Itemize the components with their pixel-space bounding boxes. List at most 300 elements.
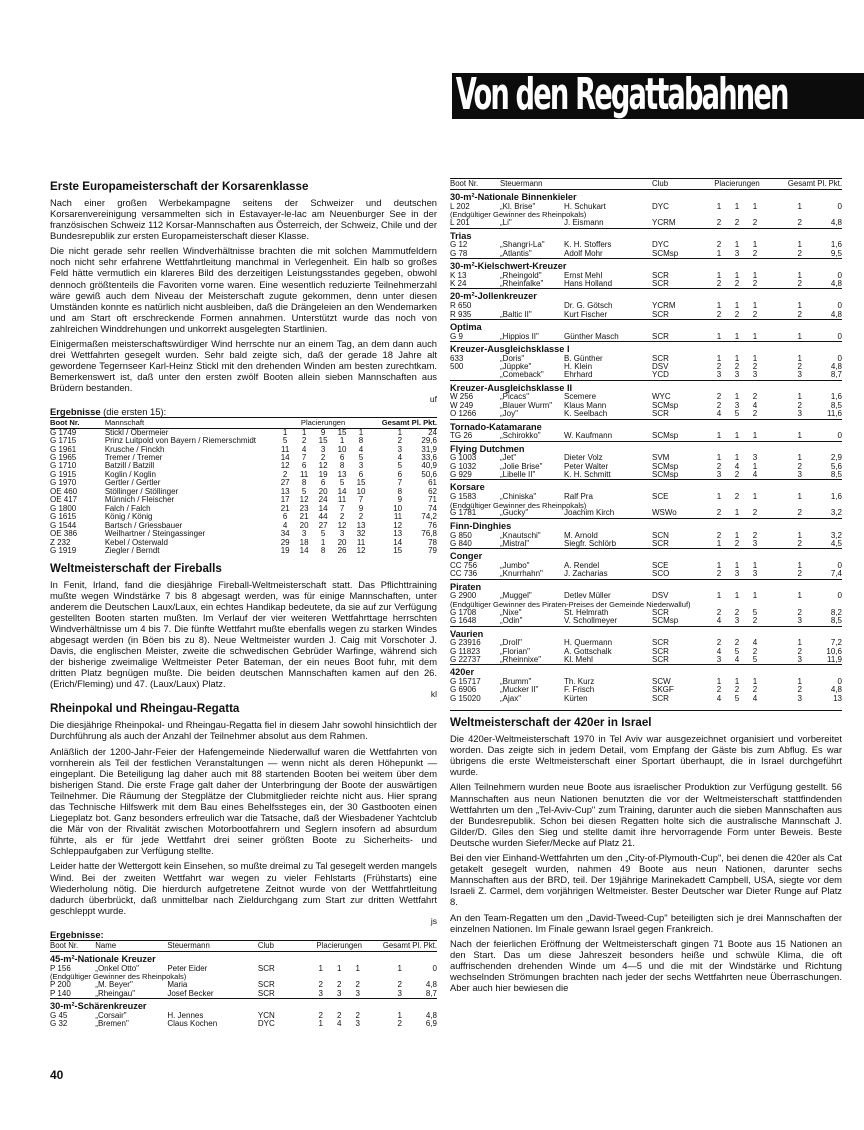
table-row (450, 509, 842, 518)
total-place: 15 (393, 546, 403, 556)
col-header-steuermann: Steuermann (167, 941, 258, 952)
placing: 6 (282, 512, 288, 522)
club: SCR (652, 279, 669, 289)
total-points: 4,8 (425, 1010, 437, 1020)
table-row (450, 280, 842, 289)
placing: 3 (320, 444, 326, 454)
placing: 5 (358, 452, 364, 462)
total-points: 0 (837, 677, 842, 687)
total-place: 1 (797, 270, 802, 280)
placing: 1 (734, 331, 740, 341)
placing: 1 (716, 270, 722, 280)
placing: 2 (716, 607, 722, 617)
helmsman: Kl. Mehl (564, 654, 593, 664)
total-points: 0 (837, 331, 842, 341)
placing: 4 (716, 646, 722, 656)
total-place: 1 (797, 492, 802, 502)
placing: 4 (716, 409, 722, 419)
helmsman: Klaus Mann (564, 400, 607, 410)
total-place: 3 (397, 444, 403, 454)
class-heading-row (450, 190, 842, 203)
crew-name: Tremer / Tremer (104, 452, 163, 462)
placing: 7 (358, 495, 364, 505)
total-points: 7,2 (830, 638, 842, 648)
boat-number: G 15717 (450, 677, 481, 687)
total-points: 7,4 (830, 569, 842, 579)
placing: 1 (282, 427, 288, 437)
class-heading: 30-m²-Nationale Binnenkieler (450, 192, 577, 203)
boat-number: G 1749 (50, 427, 77, 437)
boat-name: „Gucky" (500, 508, 529, 518)
article-paragraph: Anläßlich der 1200-Jahr-Feier der Hafengemeinde Niederwalluf waren die Wettfahrten von vornherein als Teil der festlichen Veranstaltungen — wenn nicht als deren Höhepunkt — eingeplant. Die Beteiligung lag daher auch mit 88 startenden Booten bei weitem über dem bisherigen Stand. Die erste Frage galt daher der Unterbringung der Boote der auswärtigen Teilnehmer. Die Räumung der Stegplätze der Clubmitglieder reichte nicht aus. Hier sprang das Technische Hilfswerk mit dem Bau eines Behelfssteges ein, der 30 Gastbooten einen Liegeplatz bot. Ganz besonders erfreulich war die Tatsache, daß der Wiesbadener Yachtclub die Mär von der Rivalität zwischen Motorbootfahrern und Seglern insofern ad absurdum führte, als er für jede Wettfahrt drei seiner größten Boote zu Sicherheits- und Schleppaufgaben zur Verfügung stellte. (50, 745, 437, 857)
crew-name: Prinz Luitpold von Bayern / Riemerschmidt (104, 436, 257, 446)
placing: 1 (339, 436, 345, 446)
placing: 15 (318, 436, 328, 446)
boat-name: „Doris" (500, 353, 525, 363)
boat-name: „Picacs" (500, 392, 530, 402)
placing: 2 (336, 1010, 342, 1020)
article-paragraph: An den Team-Regatten um den „David-Tweed-Cup" beteiligten sich je drei Mannschaften der einzelnen Nationen. Im Finale gewann Israel gegen Frankreich. (450, 911, 842, 934)
placing: 5 (734, 693, 740, 703)
club: SCR (652, 353, 669, 363)
placing: 2 (716, 530, 722, 540)
total-points: 1,6 (830, 392, 842, 402)
total-place: 7 (397, 478, 403, 488)
helmsman: H. Klein (564, 361, 593, 371)
placing: 1 (752, 240, 758, 250)
boat-name: „Schirokko" (500, 431, 541, 441)
club: SCR (257, 980, 275, 990)
total-points: 76 (428, 520, 437, 530)
total-place: 6 (397, 469, 403, 479)
placing: 1 (734, 270, 740, 280)
placing: 12 (356, 546, 366, 556)
placing: 1 (752, 301, 758, 311)
placing: 1 (716, 353, 722, 363)
total-place: 2 (797, 218, 802, 228)
total-points: 78 (428, 537, 437, 547)
placing: 3 (716, 654, 722, 664)
crew-name: Weilhartner / Steingassinger (104, 529, 206, 539)
helmsman: Hans Holland (564, 279, 613, 289)
placing: 34 (280, 529, 290, 539)
total-points: 5,6 (830, 461, 842, 471)
placing: 2 (752, 309, 758, 319)
club: SCR (652, 607, 669, 617)
placing: 4 (301, 444, 307, 454)
article-paragraph: Bei den vier Einhand-Wettfahrten um den „City-of-Plymouth-Cup", bei denen die 420er als Cat getakelt gesegelt wurden, nahmen 49 Boote aus neun Nationen, darunter sechs Mannschaften aus der BRD, teil. Der 19jährige Marinekadett Campbell, USA, siegte vor dem Israeli Z. Carmel, dem vorjährigen Weltmeister. Bester Deutscher war Dieter Runge auf Platz 8. (450, 852, 842, 908)
table-row (450, 311, 842, 320)
placing: 2 (716, 400, 722, 410)
total-place: 5 (397, 461, 403, 471)
total-place: 2 (797, 646, 802, 656)
placing: 1 (752, 201, 758, 211)
club: SCMsp (652, 248, 679, 258)
col-header-placierungen: Placierungen (710, 179, 764, 190)
boat-name: „Shangri-La" (500, 240, 545, 250)
boat-number: G 1965 (50, 452, 77, 462)
placing: 1 (752, 353, 758, 363)
placing: 18 (299, 537, 309, 547)
total-points: 1,6 (830, 240, 842, 250)
class-heading: 45-m²-Nationale Kreuzer (50, 954, 156, 965)
placing: 1 (355, 963, 360, 973)
placing: 11 (356, 537, 366, 547)
class-heading: Kreuzer-Ausgleichsklasse I (450, 341, 842, 354)
col-header-mannschaft: Mannschaft (105, 417, 276, 428)
total-points: 40,9 (421, 461, 437, 471)
placing: 1 (752, 461, 758, 471)
boat-name: „Joy" (500, 409, 518, 419)
class-heading-row (50, 999, 437, 1012)
boat-number: G 1708 (450, 607, 477, 617)
col-header-boot: Boot Nr. (450, 179, 500, 190)
placing: 3 (301, 529, 307, 539)
crew-name: König / König (104, 512, 153, 522)
boat-number: G 1961 (50, 444, 77, 454)
placing: 24 (318, 495, 328, 505)
boat-number: 500 (450, 361, 464, 371)
club: SCR (652, 309, 669, 319)
helmsman: Kürten (564, 693, 588, 703)
placing: 1 (734, 508, 740, 518)
total-points: 6,9 (425, 1019, 437, 1029)
boat-number: W 256 (450, 392, 474, 402)
placing: 8 (320, 546, 326, 556)
placing: 2 (752, 530, 758, 540)
boat-number: OE 386 (50, 529, 78, 539)
article-paragraph: Einigermaßen meisterschaftswürdiger Wind herrschte nur an einem Tag, an dem dann auch drei Wettfahrten gesegelt wurden. Sehr bald zeigte sich, daß der gerade 18 Jahre alt gewordene Tegernseer Karl-Heinz Stickl mit den drehenden Winden am besten zurechtkam. Bemerkenswert ist, daß unter den ersten zwölf Booten allein sieben Mannschaften aus Brüdern bestanden. (50, 338, 437, 394)
article-paragraph: In Fenit, Irland, fand die diesjährige Fireball-Weltmeisterschaft statt. Das Pflichttraining mußte wegen Windstärke 7 bis 8 abgesagt werden, was für einige Mannschaften, unter anderem die Deutschen Laux/Laux, ein echtes Handikap bedeutete, da sie auf zur Verfügung gestellten Booten starten mußten. Im Verlauf der vier weiteren Wettfahrttage herrschten Windverhältnisse um 4 bis 7. Die fünfte Wettfahrt mußte ebenfalls wegen zu starken Windes abgesagt werden (in Böen bis zu 8). Neue Weltmeister wurden J. Caig mit Vorschoter J. Davis, die englischen Meister, zweite die schwedischen Gebrüder Warfinge, während sich der bisherige zweimalige Weltmeister Peter Bateman, der ein neues Boot fuhr, mit dem dritten Platz begnügen mußte. Die beiden deutschen Mannschaften kamen auf den 26. (Erich/Fleming) und 47. (Laux/Laux) Platz. (50, 578, 437, 690)
masthead (452, 73, 864, 119)
boat-number: G 1710 (50, 461, 77, 471)
crew-name: Gertler / Gertler (104, 478, 161, 488)
class-heading: Flying Dutchmen (450, 441, 842, 454)
total-points: 61 (428, 478, 437, 488)
placing: 5 (734, 409, 740, 419)
placing: 15 (356, 478, 366, 488)
placing: 2 (752, 218, 758, 228)
col-header-placierungen: Placierungen (311, 941, 367, 952)
total-points: 3,2 (830, 530, 842, 540)
article-paragraph: Nach der feierlichen Eröffnung der Weltmeisterschaft gingen 71 Boote aus 15 Nationen an den Start. Das um diese Jahreszeit besonders heiße und schwüle Klima, die oft auffrischenden drehenden Winde um 4—5 und die mit der Windstärke und Richtung wechselnden Strömungen brachten nach jeder der sechs Wettfahrten neue Überraschungen. Aber auch hier bewiesen die (450, 937, 842, 994)
total-points: 8,7 (830, 370, 842, 380)
total-place: 1 (797, 431, 802, 441)
boat-number: G 1648 (450, 616, 477, 626)
placing: 1 (716, 431, 722, 441)
total-points: 8,7 (425, 988, 437, 998)
author-signature: kl (430, 689, 437, 700)
placing: 4 (752, 638, 758, 648)
helmsman: H. Jennes (167, 1010, 204, 1020)
boat-name: „Rheinnixe" (500, 654, 542, 664)
placing: 2 (716, 569, 722, 579)
total-points: 0 (837, 270, 842, 280)
placing: 2 (734, 218, 740, 228)
placing: 2 (752, 646, 758, 656)
class-heading: Vaurien (450, 626, 842, 639)
masthead-title: Von den Regattabahnen (455, 73, 788, 119)
helmsman: B. Günther (564, 353, 603, 363)
article-paragraph: Die nicht gerade sehr reellen Windverhältnisse brachten die mit solchen Mammutfeldern noch nicht sehr erfahrene Wettfahrtleitung manchmal in Verlegenheit. Ein halb so großes Feld hätte vermutlich ein klareres Bild des derzeitigen Leistungsstandes gegeben, obwohl dennoch größtenteils die Favoriten vorne waren. Eine wesentlich reduzierte Teilnehmerzahl wäre gewiß auch dem Niveau der Meisterschaft zugute gekommen, denn unter diesen Umständen konnte es natürlich nicht ausbleiben, daß die Drängeleien an den Wendemarken und am Start oft erschreckende Formen annahmen. Unterstützt wurde das noch von zahlreichen Winddrehungen und unkorrekt ausgelegten Startlinien. (50, 245, 437, 334)
boat-name: „Libelle II" (500, 470, 536, 480)
table-row (450, 432, 842, 441)
club: SCMsp (652, 461, 679, 471)
table-row (450, 617, 842, 626)
total-points: 71 (428, 495, 437, 505)
placing: 15 (337, 427, 347, 437)
boat-number: G 1615 (50, 512, 77, 522)
placing: 1 (318, 1019, 323, 1029)
boat-number: OE 460 (50, 486, 78, 496)
total-points: 0 (837, 560, 842, 570)
placing: 14 (299, 546, 309, 556)
total-place: 2 (797, 248, 802, 258)
article-rheinpokal (50, 702, 437, 1028)
total-place: 13 (393, 529, 403, 539)
placing: 2 (752, 685, 758, 695)
club: SCN (652, 530, 669, 540)
club: YCD (652, 370, 669, 380)
total-place: 2 (797, 279, 802, 289)
placing: 4 (752, 470, 758, 480)
article-paragraph: Die 420er-Weltmeisterschaft 1970 in Tel Aviv war ausgezeichnet organisiert und vorbereitet worden. Das zeigte sich in jedem Detail, vom Empfang der Gäste bis zum Abflug. Es war übrigens die erste Weltmeisterschaft einer Sportart überhaupt, die in Israel durchgeführt wurde. (450, 733, 842, 778)
boat-number: G 929 (450, 470, 472, 480)
placing: 7 (339, 503, 345, 513)
helmsman: Peter Eider (167, 963, 208, 973)
placing: 21 (280, 503, 290, 513)
placing: 1 (336, 963, 342, 973)
placing: 27 (280, 478, 290, 488)
total-place: 1 (797, 453, 802, 463)
placing: 14 (280, 452, 290, 462)
placing: 2 (752, 508, 758, 518)
total-place: 2 (797, 361, 802, 371)
helmsman: K. Seelbach (564, 409, 608, 419)
boat-number: G 1003 (450, 453, 477, 463)
placing: 6 (320, 478, 326, 488)
helmsman: M. Arnold (564, 530, 598, 540)
placing: 1 (734, 353, 740, 363)
placing: 11 (337, 495, 347, 505)
total-place: 3 (797, 409, 802, 419)
crew-name: Falch / Falch (104, 503, 151, 513)
total-place: 1 (797, 560, 802, 570)
placing: 5 (301, 486, 307, 496)
boat-name: „Brumm" (500, 677, 532, 687)
placing: 1 (734, 431, 740, 441)
placing: 1 (734, 453, 740, 463)
helmsman: Joachim Kirch (564, 508, 615, 518)
total-place: 2 (797, 569, 802, 579)
article-paragraph: Allen Teilnehmern wurden neue Boote aus israelischer Produktion zur Verfügung gestellt. 56 Mannschaften aus neun Nationen benutzten die vor der Weltmeisterschaft stattfindenden Wettfahrten um den „Tel-Aviv-Cup" zum Training, darunter auch die sieben Mannschaften aus der Bundesrepublik. Schon bei diesen Regatten holte sich die australische Mannschaft J. Gilder/D. Giles den Sieg und stellte damit ihre hervorragende Form unter Beweis. Beste Deutsche wurden Siefer/Mecke auf Platz 21. (450, 781, 842, 848)
winner-note: (Endgültiger Gewinner des Rheinpokals) (450, 500, 587, 510)
placing: 20 (337, 537, 347, 547)
total-place: 3 (797, 370, 802, 380)
placing: 9 (320, 427, 326, 437)
table-row (450, 371, 842, 380)
table-row (450, 219, 842, 228)
class-heading: Korsare (450, 480, 842, 493)
class-heading: 30-m²-Kielschwert-Kreuzer (450, 259, 842, 272)
table-row (450, 656, 842, 665)
helmsman: Dieter Volz (564, 453, 603, 463)
placing: 1 (301, 427, 307, 437)
total-place: 1 (397, 427, 403, 437)
boat-number: G 1800 (50, 503, 77, 513)
table-row (50, 547, 437, 555)
helmsman: Claus Kochen (167, 1019, 218, 1029)
placing: 2 (318, 980, 323, 990)
placing: 2 (716, 309, 722, 319)
boat-number: G 9 (450, 331, 463, 341)
placing: 2 (358, 512, 364, 522)
total-points: 4,5 (830, 538, 842, 548)
placing: 4 (752, 400, 758, 410)
placing: 19 (280, 546, 290, 556)
placing: 2 (336, 980, 342, 990)
col-header-placierungen: Placierungen (276, 417, 371, 428)
total-points: 8,5 (830, 400, 842, 410)
table-row (50, 990, 437, 999)
placing: 1 (716, 453, 722, 463)
col-header-boot: Boot Nr. (50, 417, 105, 428)
helmsman: St. Helmrath (564, 607, 609, 617)
boat-number: CC 756 (450, 560, 478, 570)
placing: 5 (339, 478, 345, 488)
placing: 1 (318, 963, 323, 973)
club: SCR (652, 646, 669, 656)
club: SCR (652, 638, 669, 648)
placing: 2 (752, 616, 758, 626)
table-row (450, 333, 842, 342)
helmsman: K. H. Stoffers (564, 240, 612, 250)
placing: 1 (716, 591, 722, 601)
total-points: 10,6 (826, 646, 842, 656)
article-paragraph: Die diesjährige Rheinpokal- und Rheingau-Regatta fiel in diesem Jahr sowohl hinsichtlich der Durchführung als auch der Anzahl der Teilnehmer absolut aus dem Rahmen. (50, 719, 437, 742)
placing: 4 (336, 1019, 342, 1029)
placing: 14 (337, 486, 347, 496)
placing: 2 (734, 361, 740, 371)
placing: 1 (752, 431, 758, 441)
club: SVM (652, 453, 670, 463)
placing: 8 (301, 478, 307, 488)
helmsman: Maria (167, 980, 188, 990)
placing: 2 (752, 392, 758, 402)
helmsman: J. Eismann (564, 218, 604, 228)
total-points: 76,8 (421, 529, 437, 539)
placing: 2 (734, 607, 740, 617)
helmsman: A. Gottschalk (564, 646, 612, 656)
total-points: 50,6 (421, 469, 437, 479)
placing: 2 (752, 279, 758, 289)
boat-number: L 202 (450, 201, 470, 211)
total-place: 2 (797, 508, 802, 518)
placing: 2 (716, 361, 722, 371)
placing: 1 (320, 537, 326, 547)
crew-name: Batzill / Batzill (104, 461, 155, 471)
placing: 1 (734, 530, 740, 540)
total-place: 3 (797, 693, 802, 703)
total-points: 0 (837, 353, 842, 363)
placing: 1 (716, 677, 722, 687)
club: YCRM (652, 301, 676, 311)
placing: 1 (752, 560, 758, 570)
placing: 11 (299, 469, 309, 479)
boat-number: P 156 (50, 963, 71, 973)
placing: 11 (280, 444, 290, 454)
left-column (50, 178, 437, 1075)
total-place: 3 (397, 988, 402, 998)
placing: 3 (358, 461, 364, 471)
boat-name: „Rheingold" (500, 270, 542, 280)
placing: 2 (716, 508, 722, 518)
club: SCE (652, 560, 669, 570)
crew-name: Stickl / Obermeier (104, 427, 169, 437)
total-points: 4,8 (830, 309, 842, 319)
placing: 10 (337, 444, 347, 454)
placing: 2 (716, 240, 722, 250)
club: SCE (652, 492, 669, 502)
total-place: 2 (397, 980, 402, 990)
boat-name: „Florian" (500, 646, 530, 656)
total-points: 24 (428, 427, 437, 437)
total-points: 9,5 (830, 248, 842, 258)
boat-number: G 32 (50, 1019, 68, 1029)
results-label (50, 406, 437, 417)
placing: 1 (734, 201, 740, 211)
table-body (450, 190, 842, 704)
article-korsar-euro (50, 180, 437, 556)
placing: 14 (318, 503, 328, 513)
author-signature: uf (429, 393, 437, 404)
club: SCMsp (652, 431, 679, 441)
placing: 2 (734, 492, 740, 502)
placing: 3 (734, 370, 740, 380)
placing: 1 (734, 392, 740, 402)
total-place: 1 (797, 201, 802, 211)
table-row (450, 471, 842, 480)
placing: 2 (752, 361, 758, 371)
placing: 10 (356, 486, 366, 496)
table-header-row (50, 417, 437, 428)
boat-number (450, 371, 500, 380)
boat-number: 633 (450, 353, 464, 363)
total-place: 14 (393, 537, 403, 547)
total-points: 31,9 (421, 444, 437, 454)
total-place: 2 (797, 461, 802, 471)
total-place: 2 (797, 309, 802, 319)
club: SCMsp (652, 400, 679, 410)
placing: 3 (336, 988, 342, 998)
placing: 1 (752, 591, 758, 601)
class-heading: Kreuzer-Ausgleichsklasse II (450, 380, 842, 393)
club: DSV (652, 361, 669, 371)
boat-name: „Knurrhahn" (500, 569, 543, 579)
placing: 4 (734, 654, 740, 664)
table-header-row (450, 179, 842, 190)
placing: 3 (752, 370, 758, 380)
placing: 2 (716, 218, 722, 228)
total-place: 12 (393, 520, 403, 530)
placing: 12 (337, 520, 347, 530)
placing: 8 (339, 461, 345, 471)
total-place: 1 (797, 301, 802, 311)
class-heading: Finn-Dinghies (450, 518, 842, 531)
class-heading: Conger (450, 549, 842, 562)
table-body (50, 428, 437, 556)
total-points: 74,2 (421, 512, 437, 522)
